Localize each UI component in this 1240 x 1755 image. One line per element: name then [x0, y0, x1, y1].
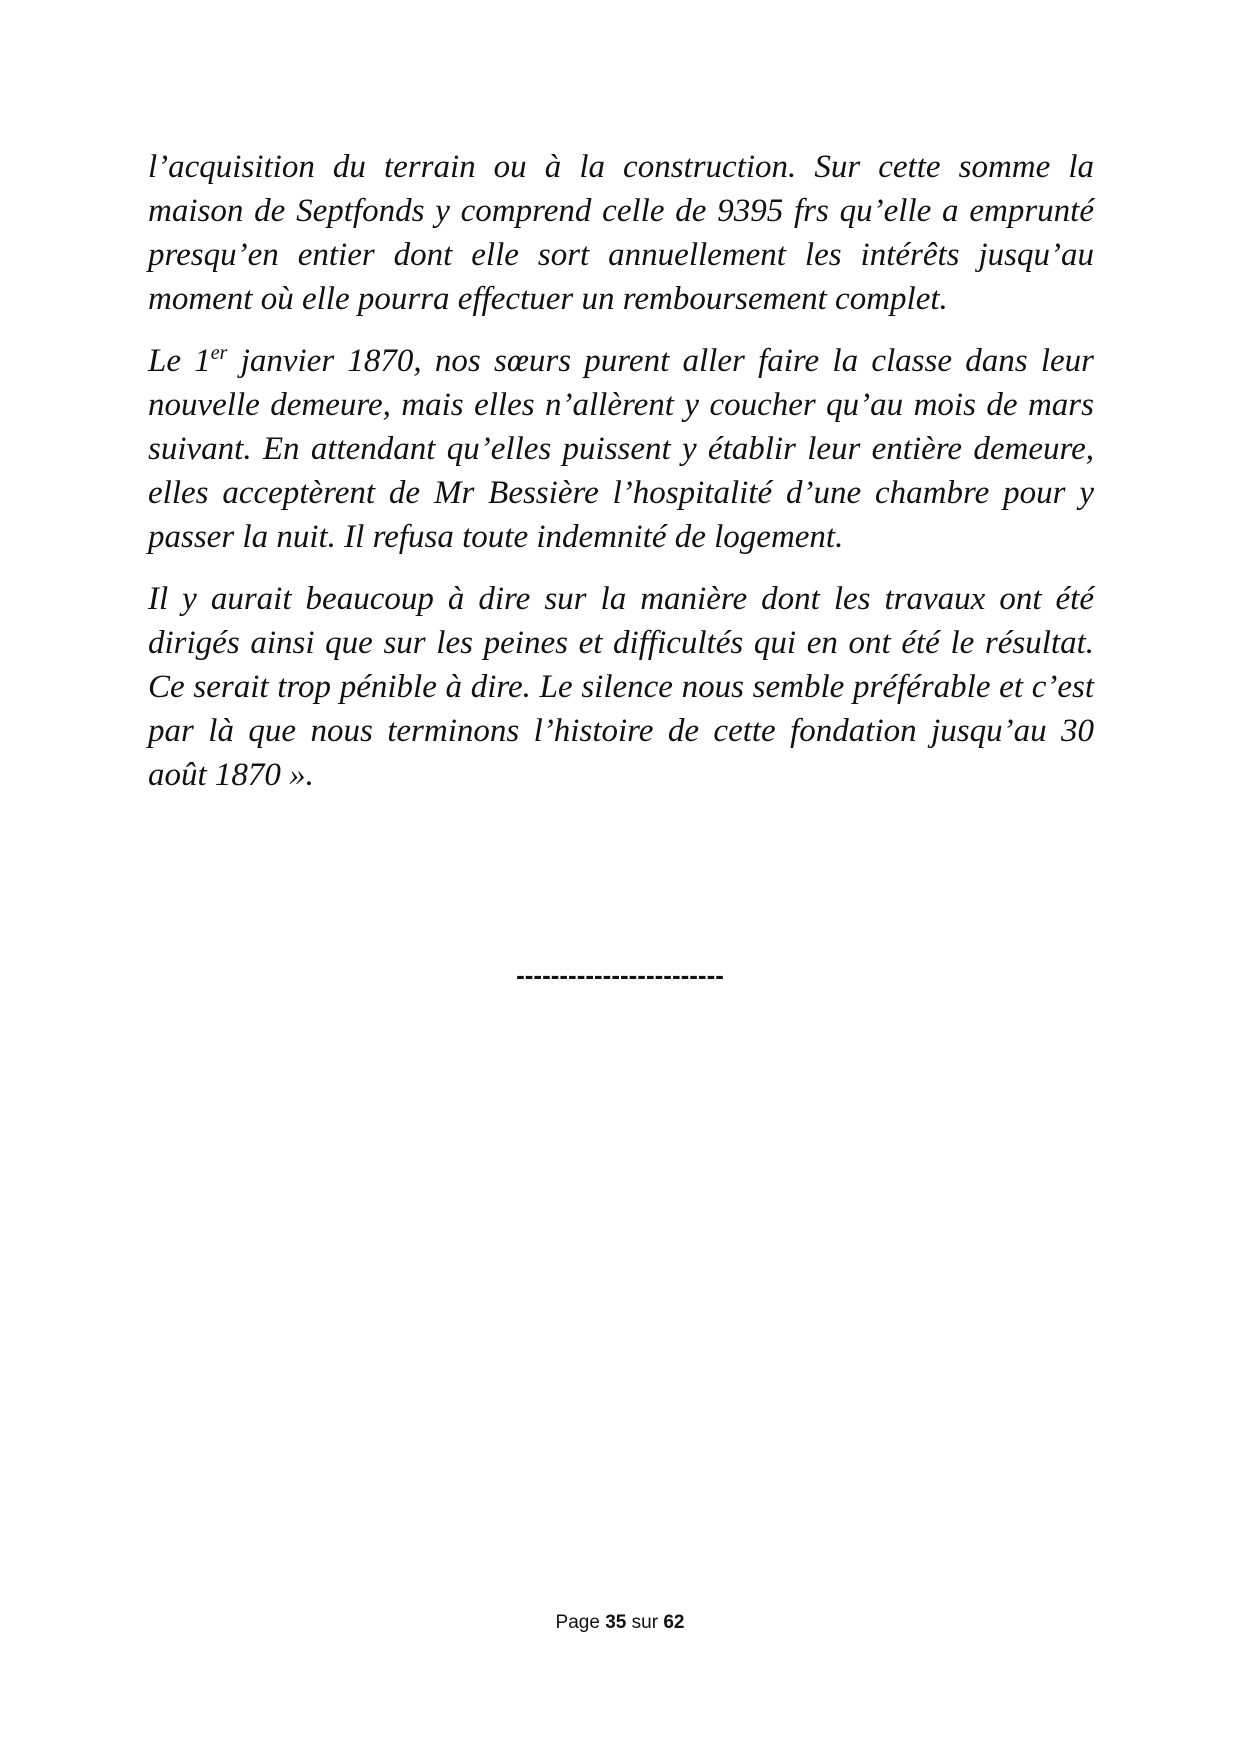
- total-pages-number: 62: [663, 1612, 685, 1633]
- document-body: [148, 145, 1094, 815]
- paragraph-2-rest: janvier 1870, nos sœurs purent aller faire la classe dans leur nouvelle demeure, mais elles n’allèrent y coucher qu’au mois de mars suivant. En attendant qu’elles puissent y établir leur entière demeure, elles acceptèrent de Mr Bessière l’hospitalité d’une chambre pour y passer la nuit. Il refusa toute indemnité de logement.: [148, 343, 1095, 555]
- paragraph-2: [148, 339, 1094, 559]
- page-label: Page: [555, 1612, 600, 1633]
- page-footer: [0, 1612, 1240, 1634]
- section-separator: ------------------------: [516, 960, 724, 990]
- paragraph-3: Il y aurait beaucoup à dire sur la manière dont les travaux ont été dirigés ainsi que sur les peines et difficultés qui en ont été le résultat. Ce serait trop pénible à dire. Le silence nous semble préférable et c’est par là que nous terminons l’histoire de cette fondation jusqu’au 30 août 1870 ».: [148, 581, 1094, 793]
- paragraph-2-lead: Le 1: [148, 343, 211, 379]
- paragraph-2-superscript: er: [210, 342, 228, 364]
- of-label: sur: [631, 1612, 659, 1633]
- current-page-number: 35: [605, 1612, 627, 1633]
- paragraph-1: l’acquisition du terrain ou à la construction. Sur cette somme la maison de Septfonds y comprend celle de 9395 frs qu’elle a emprunté presqu’en entier dont elle sort annuellement les intérêts jusqu’au moment où elle pourra effectuer un remboursement complet.: [148, 149, 1094, 317]
